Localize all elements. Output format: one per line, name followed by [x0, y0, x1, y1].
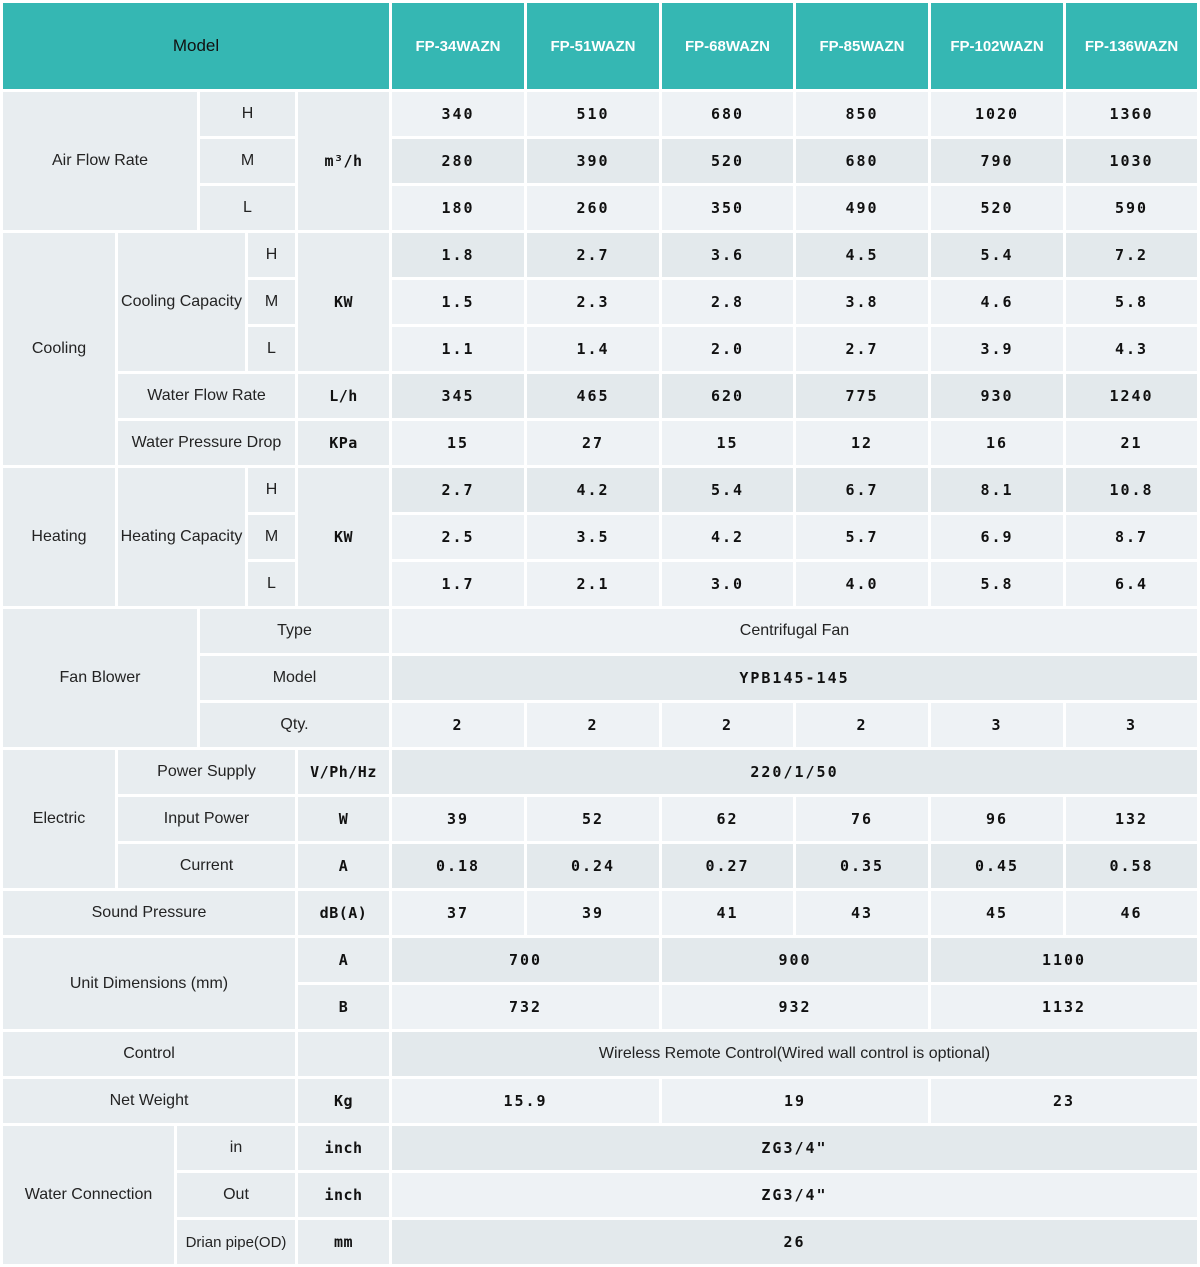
value-cell: 790: [931, 139, 1063, 183]
value-cell: 490: [796, 186, 928, 230]
row-control: [3, 1032, 1197, 1076]
speed-label: H: [200, 92, 295, 136]
water-in-label: in: [177, 1126, 295, 1170]
unit-cell: inch: [298, 1173, 389, 1217]
unit-dimensions-label: Unit Dimensions (mm): [3, 938, 295, 1029]
value-cell: 620: [662, 374, 793, 418]
value-cell: 680: [796, 139, 928, 183]
unit-cell: V/Ph/Hz: [298, 750, 389, 794]
model-column-header: FP-68WAZN: [662, 3, 793, 89]
unit-cell: KPa: [298, 421, 389, 465]
drain-pipe-value: 26: [392, 1220, 1197, 1264]
value-cell: 41: [662, 891, 793, 935]
value-cell: 132: [1066, 797, 1197, 841]
value-cell: 62: [662, 797, 793, 841]
fan-type-value: Centrifugal Fan: [392, 609, 1197, 653]
value-cell: 2: [796, 703, 928, 747]
value-cell: 52: [527, 797, 659, 841]
value-cell: 0.35: [796, 844, 928, 888]
speed-label: M: [248, 280, 295, 324]
value-cell: 2.1: [527, 562, 659, 606]
value-cell: 732: [392, 985, 659, 1029]
value-cell: 340: [392, 92, 524, 136]
fan-model-label: Model: [200, 656, 389, 700]
speed-label: L: [248, 562, 295, 606]
row-water-in: [3, 1126, 1197, 1170]
model-column-header: FP-136WAZN: [1066, 3, 1197, 89]
unit-cell: Kg: [298, 1079, 389, 1123]
unit-cell: KW: [298, 233, 389, 371]
value-cell: 1030: [1066, 139, 1197, 183]
model-column-header: FP-102WAZN: [931, 3, 1063, 89]
row-dimension-a: [3, 938, 1197, 982]
value-cell: 3.0: [662, 562, 793, 606]
value-cell: 3.6: [662, 233, 793, 277]
control-value: Wireless Remote Control(Wired wall control is optional): [392, 1032, 1197, 1076]
value-cell: 2: [527, 703, 659, 747]
value-cell: 4.5: [796, 233, 928, 277]
value-cell: 1.4: [527, 327, 659, 371]
row-net-weight: [3, 1079, 1197, 1123]
value-cell: 3: [1066, 703, 1197, 747]
value-cell: 6.7: [796, 468, 928, 512]
value-cell: 8.7: [1066, 515, 1197, 559]
value-cell: 345: [392, 374, 524, 418]
sound-pressure-label: Sound Pressure: [3, 891, 295, 935]
value-cell: 1.1: [392, 327, 524, 371]
empty-unit-cell: [298, 1032, 389, 1076]
row-water-out: [3, 1173, 1197, 1217]
value-cell: 520: [662, 139, 793, 183]
fan-type-label: Type: [200, 609, 389, 653]
value-cell: 1240: [1066, 374, 1197, 418]
value-cell: 2.7: [796, 327, 928, 371]
value-cell: 3: [931, 703, 1063, 747]
value-cell: 0.24: [527, 844, 659, 888]
row-fan-type: [3, 609, 1197, 653]
speed-label: L: [200, 186, 295, 230]
water-in-value: ZG3/4": [392, 1126, 1197, 1170]
value-cell: 1.7: [392, 562, 524, 606]
cooling-capacity-label: Cooling Capacity: [118, 233, 245, 371]
value-cell: 1.8: [392, 233, 524, 277]
row-cooling-capacity-h: [3, 233, 1197, 277]
value-cell: 5.8: [1066, 280, 1197, 324]
row-sound-pressure: [3, 891, 1197, 935]
unit-cell: m³/h: [298, 92, 389, 230]
value-cell: 900: [662, 938, 928, 982]
value-cell: 8.1: [931, 468, 1063, 512]
value-cell: 180: [392, 186, 524, 230]
value-cell: 21: [1066, 421, 1197, 465]
power-supply-value: 220/1/50: [392, 750, 1197, 794]
value-cell: 2.5: [392, 515, 524, 559]
value-cell: 680: [662, 92, 793, 136]
value-cell: 4.2: [662, 515, 793, 559]
fan-qty-label: Qty.: [200, 703, 389, 747]
dimension-b-label: B: [298, 985, 389, 1029]
value-cell: 520: [931, 186, 1063, 230]
value-cell: 4.0: [796, 562, 928, 606]
unit-cell: inch: [298, 1126, 389, 1170]
value-cell: 510: [527, 92, 659, 136]
value-cell: 390: [527, 139, 659, 183]
value-cell: 1132: [931, 985, 1197, 1029]
speed-label: M: [248, 515, 295, 559]
value-cell: 15: [392, 421, 524, 465]
cooling-section-label: Cooling: [3, 233, 115, 465]
unit-cell: L/h: [298, 374, 389, 418]
value-cell: 15: [662, 421, 793, 465]
value-cell: 5.4: [931, 233, 1063, 277]
row-drain-pipe: [3, 1220, 1197, 1264]
water-flow-rate-label: Water Flow Rate: [118, 374, 295, 418]
value-cell: 7.2: [1066, 233, 1197, 277]
value-cell: 465: [527, 374, 659, 418]
row-air-flow-h: [3, 92, 1197, 136]
row-current: [3, 844, 1197, 888]
model-column-header: FP-85WAZN: [796, 3, 928, 89]
value-cell: 932: [662, 985, 928, 1029]
value-cell: 1360: [1066, 92, 1197, 136]
value-cell: 16: [931, 421, 1063, 465]
model-column-header: FP-51WAZN: [527, 3, 659, 89]
value-cell: 2: [392, 703, 524, 747]
value-cell: 96: [931, 797, 1063, 841]
value-cell: 0.27: [662, 844, 793, 888]
row-water-flow-rate: [3, 374, 1197, 418]
value-cell: 0.45: [931, 844, 1063, 888]
unit-cell: mm: [298, 1220, 389, 1264]
model-header-label: Model: [3, 3, 389, 89]
value-cell: 775: [796, 374, 928, 418]
speed-label: H: [248, 468, 295, 512]
value-cell: 280: [392, 139, 524, 183]
value-cell: 4.6: [931, 280, 1063, 324]
value-cell: 850: [796, 92, 928, 136]
value-cell: 930: [931, 374, 1063, 418]
value-cell: 2: [662, 703, 793, 747]
value-cell: 12: [796, 421, 928, 465]
value-cell: 10.8: [1066, 468, 1197, 512]
value-cell: 15.9: [392, 1079, 659, 1123]
row-water-pressure-drop: [3, 421, 1197, 465]
value-cell: 4.3: [1066, 327, 1197, 371]
unit-cell: KW: [298, 468, 389, 606]
heating-capacity-label: Heating Capacity: [118, 468, 245, 606]
value-cell: 5.8: [931, 562, 1063, 606]
row-input-power: [3, 797, 1197, 841]
value-cell: 2.7: [527, 233, 659, 277]
net-weight-label: Net Weight: [3, 1079, 295, 1123]
row-heating-capacity-h: [3, 468, 1197, 512]
control-label: Control: [3, 1032, 295, 1076]
value-cell: 1.5: [392, 280, 524, 324]
unit-cell: dB(A): [298, 891, 389, 935]
value-cell: 45: [931, 891, 1063, 935]
water-connection-label: Water Connection: [3, 1126, 174, 1264]
value-cell: 0.58: [1066, 844, 1197, 888]
value-cell: 1100: [931, 938, 1197, 982]
fan-model-value: YPB145-145: [392, 656, 1197, 700]
value-cell: 6.4: [1066, 562, 1197, 606]
value-cell: 39: [527, 891, 659, 935]
value-cell: 1020: [931, 92, 1063, 136]
input-power-label: Input Power: [118, 797, 295, 841]
fan-blower-label: Fan Blower: [3, 609, 197, 747]
value-cell: 3.5: [527, 515, 659, 559]
value-cell: 3.8: [796, 280, 928, 324]
water-pressure-drop-label: Water Pressure Drop: [118, 421, 295, 465]
unit-cell: W: [298, 797, 389, 841]
value-cell: 39: [392, 797, 524, 841]
air-flow-rate-label: Air Flow Rate: [3, 92, 197, 230]
value-cell: 0.18: [392, 844, 524, 888]
value-cell: 590: [1066, 186, 1197, 230]
header-row: [3, 3, 1197, 89]
value-cell: 2.3: [527, 280, 659, 324]
water-out-label: Out: [177, 1173, 295, 1217]
value-cell: 19: [662, 1079, 928, 1123]
value-cell: 260: [527, 186, 659, 230]
value-cell: 2.8: [662, 280, 793, 324]
unit-cell: A: [298, 844, 389, 888]
speed-label: M: [200, 139, 295, 183]
value-cell: 2.0: [662, 327, 793, 371]
speed-label: H: [248, 233, 295, 277]
value-cell: 43: [796, 891, 928, 935]
value-cell: 23: [931, 1079, 1197, 1123]
value-cell: 3.9: [931, 327, 1063, 371]
value-cell: 5.7: [796, 515, 928, 559]
speed-label: L: [248, 327, 295, 371]
value-cell: 350: [662, 186, 793, 230]
water-out-value: ZG3/4": [392, 1173, 1197, 1217]
drain-pipe-label: Drian pipe(OD): [177, 1220, 295, 1264]
dimension-a-label: A: [298, 938, 389, 982]
row-power-supply: [3, 750, 1197, 794]
power-supply-label: Power Supply: [118, 750, 295, 794]
value-cell: 2.7: [392, 468, 524, 512]
value-cell: 6.9: [931, 515, 1063, 559]
value-cell: 37: [392, 891, 524, 935]
value-cell: 700: [392, 938, 659, 982]
value-cell: 46: [1066, 891, 1197, 935]
heating-section-label: Heating: [3, 468, 115, 606]
value-cell: 76: [796, 797, 928, 841]
value-cell: 5.4: [662, 468, 793, 512]
value-cell: 4.2: [527, 468, 659, 512]
model-column-header: FP-34WAZN: [392, 3, 524, 89]
value-cell: 27: [527, 421, 659, 465]
current-label: Current: [118, 844, 295, 888]
electric-section-label: Electric: [3, 750, 115, 888]
